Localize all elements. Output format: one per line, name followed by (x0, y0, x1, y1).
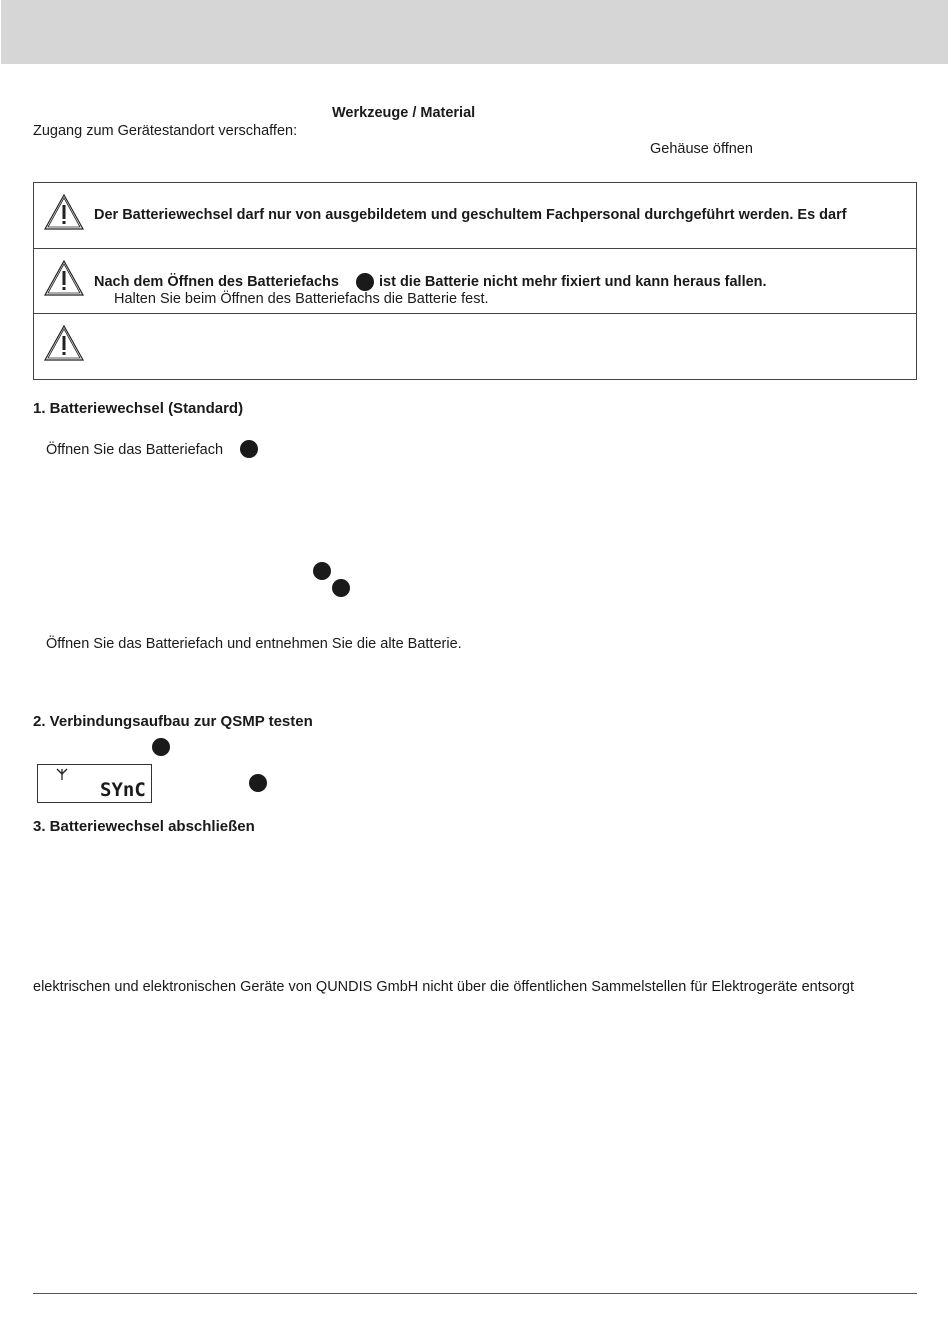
disposal-text: elektrischen und elektronischen Geräte von QUNDIS GmbH nicht über die öffentlichen Sammelstellen für Elektrogeräte entsorgt (33, 979, 855, 995)
callout-marker (313, 562, 331, 580)
lcd-display (37, 764, 152, 803)
callout-marker (152, 738, 170, 756)
header-bar (1, 0, 948, 64)
warning-subtext-2: Halten Sie beim Öffnen des Batteriefachs die Batterie fest. (114, 291, 489, 307)
footer-divider (33, 1293, 917, 1294)
section1-step2: Öffnen Sie das Batteriefach und entnehmen Sie die alte Batterie. (46, 636, 462, 652)
antenna-icon (55, 767, 69, 781)
warning-row-3 (34, 313, 916, 379)
warning-row-2 (34, 248, 916, 314)
warning-triangle-icon (43, 324, 85, 362)
warning-triangle-icon (43, 193, 85, 231)
callout-marker (240, 440, 258, 458)
warning-text-2-start: Nach dem Öffnen des Batteriefachs (94, 274, 339, 290)
section1-step1: Öffnen Sie das Batteriefach (46, 442, 224, 458)
section3-title: 3. Batteriewechsel abschließen (33, 818, 255, 835)
access-text: Zugang zum Gerätestandort verschaffen: (33, 123, 298, 139)
warning-text-2-end: ist die Batterie nicht mehr fixiert und kann heraus fallen. (379, 274, 767, 290)
housing-text: Gehäuse öffnen (650, 141, 753, 157)
warning-text-1: Der Batteriewechsel darf nur von ausgebildetem und geschultem Fachpersonal durchgeführt werden. Es darf (94, 207, 847, 223)
callout-marker (356, 273, 374, 291)
callout-marker (249, 774, 267, 792)
section1-title: 1. Batteriewechsel (Standard) (33, 400, 244, 417)
warning-row-1 (34, 183, 916, 248)
section2-title: 2. Verbindungsaufbau zur QSMP testen (33, 713, 313, 730)
callout-marker (332, 579, 350, 597)
warning-triangle-icon (43, 259, 85, 297)
tools-label: Werkzeuge / Material (332, 105, 476, 121)
warning-box (33, 182, 917, 380)
lcd-text: SYnC (100, 779, 146, 801)
